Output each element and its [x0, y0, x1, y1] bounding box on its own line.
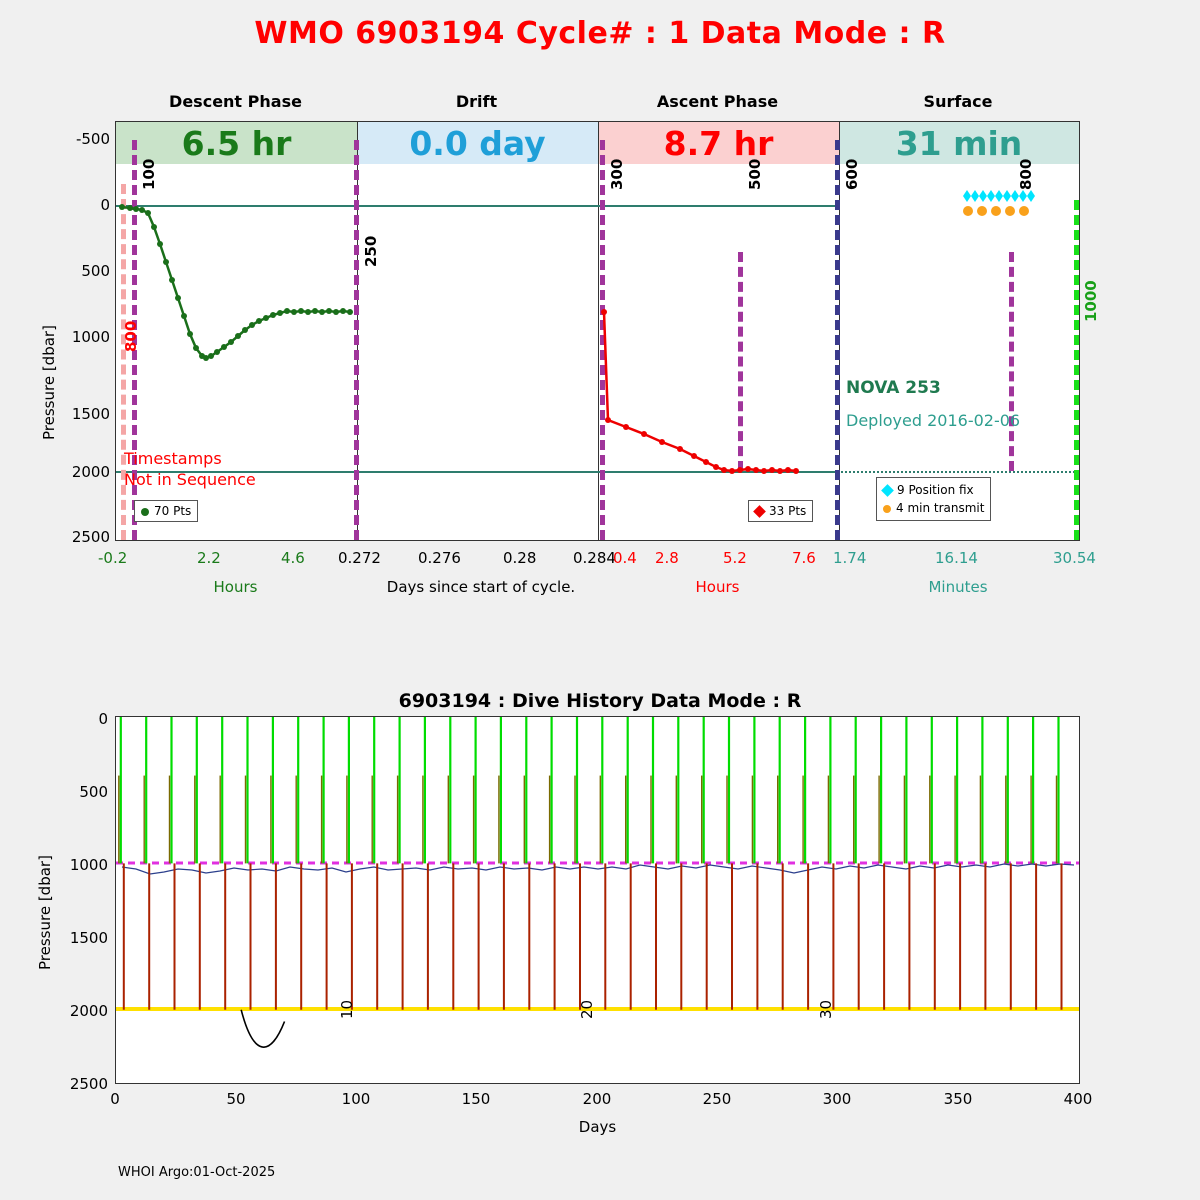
xtick-surface-2: 30.54: [1053, 549, 1096, 567]
xaxis-name-ascent: Hours: [695, 578, 740, 596]
phase-duration-drift: 0.0 day: [409, 124, 546, 163]
event-label-600: 600: [843, 158, 861, 190]
legend-descent-points: [134, 500, 198, 522]
xtick-surface-0: 1.74: [833, 549, 867, 567]
bottom-ytick-0: 0: [98, 710, 108, 728]
legend-descent-label: 70 Pts: [154, 504, 192, 518]
bottom-xtick-150: 150: [461, 1090, 491, 1108]
ascent-profile-series: [598, 122, 839, 540]
xtick-descent-2: 4.6: [281, 549, 305, 567]
xtick-descent-1: 2.2: [197, 549, 221, 567]
bottom-xtick-400: 400: [1063, 1090, 1093, 1108]
xaxis-name-surface: Minutes: [928, 578, 988, 596]
bottom-yaxis-title: Pressure [dbar]: [36, 855, 54, 970]
legend-surface-events: [876, 477, 991, 521]
bottom-ytick-1500: 1500: [69, 929, 108, 947]
footer-credit: WHOI Argo:01-Oct-2025: [118, 1165, 276, 1180]
event-label-1000-green: 1000: [1082, 280, 1100, 322]
top-ytick-500: 500: [81, 262, 110, 280]
xtick-drift-2: 0.28: [503, 549, 537, 567]
bottom-ytick-2500: 2500: [69, 1075, 108, 1093]
event-label-500: 500: [746, 158, 764, 190]
phase-title-drift: Drift: [455, 92, 498, 111]
bottom-xtick-200: 200: [582, 1090, 612, 1108]
top-ytick-0: 0: [100, 196, 110, 214]
event-label-250: 250: [362, 235, 380, 267]
dive-history-title: 6903194 : Dive History Data Mode : R: [398, 690, 802, 712]
dive-history-series: [116, 717, 1079, 1083]
top-ytick-2000: 2000: [71, 463, 110, 481]
event-label-800-purple: 800: [1017, 158, 1035, 190]
bottom-ytick-2000: 2000: [69, 1002, 108, 1020]
dive-history-chart: [115, 716, 1080, 1084]
bottom-xtick-50: 50: [226, 1090, 246, 1108]
legend-ascent-points: [748, 500, 813, 522]
legend-orange-dot-icon: [883, 505, 891, 513]
legend-cyan-diamond-icon: [881, 484, 894, 497]
legend-red-diamond-icon: [753, 505, 766, 518]
bottom-xtick-300: 300: [822, 1090, 852, 1108]
event-label-800-red: 800: [122, 320, 140, 352]
timestamps-warning-line2: Not in Sequence: [124, 470, 256, 489]
xtick-drift-0: 0.272: [338, 549, 381, 567]
phase-title-descent: Descent Phase: [169, 92, 302, 111]
float-name-label: NOVA 253: [846, 378, 941, 398]
xtick-ascent-2: 5.2: [723, 549, 747, 567]
timestamps-warning-line1: Timestamps: [124, 449, 222, 468]
bottom-xtick-350: 350: [943, 1090, 973, 1108]
top-ytick-2500: 2500: [71, 528, 110, 546]
cycle-number-label-20: 20: [578, 999, 596, 1019]
legend-transmit-row: [883, 499, 984, 517]
cycle-number-label-30: 30: [817, 999, 835, 1019]
xtick-ascent-3: 7.6: [792, 549, 816, 567]
phase-duration-surface: 31 min: [895, 124, 1023, 163]
top-ytick--500: -500: [75, 130, 110, 148]
xtick-ascent-0: 0.4: [613, 549, 637, 567]
xaxis-name-drift: Days since start of cycle.: [386, 578, 576, 596]
xtick-drift-3: 0.284: [573, 549, 616, 567]
top-ytick-1500: 1500: [71, 405, 110, 423]
cycle-number-label-10: 10: [338, 999, 356, 1019]
bottom-xtick-0: 0: [110, 1090, 120, 1108]
phase-title-ascent: Ascent Phase: [656, 92, 779, 111]
bottom-ytick-500: 500: [79, 783, 108, 801]
deployed-date-label: Deployed 2016-02-06: [846, 411, 1021, 430]
xtick-ascent-1: 2.8: [655, 549, 679, 567]
legend-position-fix-label: 9 Position fix: [897, 483, 974, 497]
legend-position-fix-row: [883, 481, 984, 499]
phase-duration-descent: 6.5 hr: [181, 124, 292, 163]
xaxis-name-descent: Hours: [213, 578, 258, 596]
page-title: WMO 6903194 Cycle# : 1 Data Mode : R: [254, 16, 946, 51]
legend-transmit-label: 4 min transmit: [896, 501, 985, 515]
cycle-profile-chart: [115, 121, 1100, 541]
phase-duration-ascent: 8.7 hr: [663, 124, 774, 163]
xtick-surface-1: 16.14: [935, 549, 978, 567]
phase-title-surface: Surface: [923, 92, 993, 111]
top-ytick-1000: 1000: [71, 328, 110, 346]
bottom-ytick-1000: 1000: [69, 856, 108, 874]
event-label-100: 100: [140, 158, 158, 190]
legend-ascent-label: 33 Pts: [769, 504, 807, 518]
event-label-300: 300: [608, 158, 626, 190]
bottom-xaxis-title: Days: [578, 1118, 617, 1136]
xtick-descent-0: -0.2: [98, 549, 128, 567]
xtick-drift-1: 0.276: [418, 549, 461, 567]
bottom-xtick-100: 100: [341, 1090, 371, 1108]
top-yaxis-title: Pressure [dbar]: [40, 325, 58, 440]
legend-green-dot-icon: [141, 508, 149, 516]
bottom-xtick-250: 250: [702, 1090, 732, 1108]
